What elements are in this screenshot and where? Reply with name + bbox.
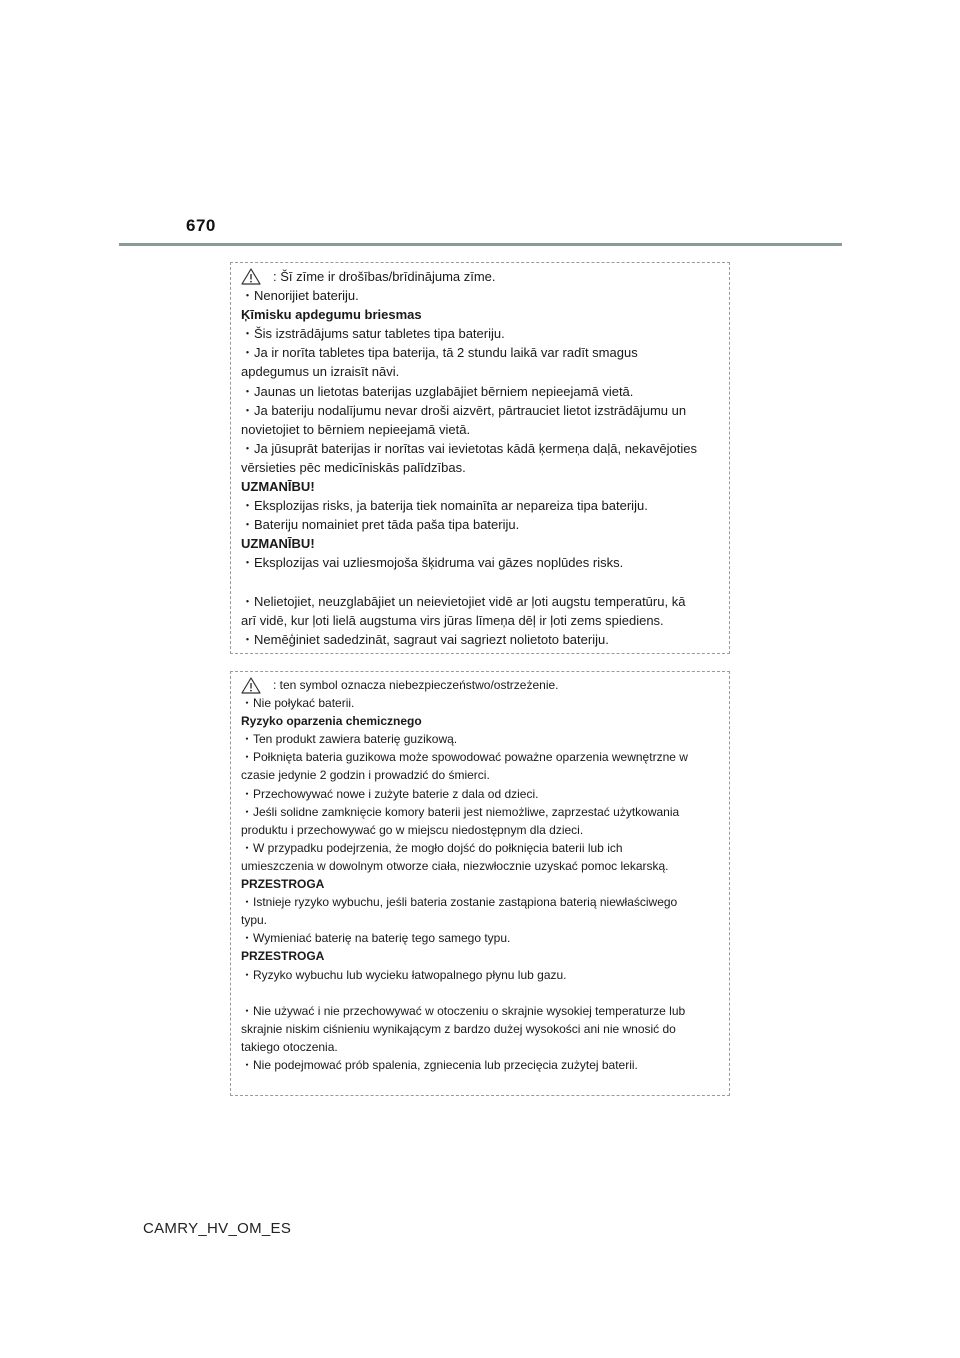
polish-text-line: ・Nie używać i nie przechowywać w otoczeniu o skrajnie wysokiej temperaturze lub bbox=[241, 1003, 686, 1018]
polish-text-line: takiego otoczenia. bbox=[241, 1039, 338, 1054]
latvian-text-line: novietojiet to bērniem nepieejamā vietā. bbox=[241, 421, 471, 437]
latvian-text-line: ・Ja jūsuprāt baterijas ir norītas vai ievietotas kādā ķermeņa daļā, nekavējoties bbox=[241, 440, 697, 456]
polish-text-line: czasie jedynie 2 godzin i prowadzić do śmierci. bbox=[241, 768, 490, 783]
latvian-text-line: ・Eksplozijas risks, ja baterija tiek nomainīta ar nepareiza tipa bateriju. bbox=[241, 498, 648, 514]
polish-text-line: ・Przechowywać nowe i zużyte baterie z dala od dzieci. bbox=[241, 786, 539, 801]
polish-text-line: produktu i przechowywać go w miejscu niedostępnym dla dzieci. bbox=[241, 822, 584, 837]
latvian-section-heading: Ķīmisku apdegumu briesmas bbox=[241, 307, 422, 323]
latvian-text-line: arī vidē, kur ļoti lielā augstuma virs jūras līmeņa dēļ ir ļoti zems spiediens. bbox=[241, 612, 664, 628]
warning-triangle-icon bbox=[241, 268, 261, 285]
page-number: 670 bbox=[186, 216, 216, 235]
latvian-text-line: ・Nelietojiet, neuzglabājiet un neievietojiet vidē ar ļoti augstu temperatūru, kā bbox=[241, 593, 686, 609]
polish-section-heading: PRZESTROGA bbox=[241, 877, 325, 892]
latvian-section-heading: UZMANĪBU! bbox=[241, 536, 315, 552]
latvian-section-heading: UZMANĪBU! bbox=[241, 479, 315, 495]
polish-text-line: ・Ryzyko wybuchu lub wycieku łatwopalnego płynu lub gazu. bbox=[241, 967, 567, 982]
latvian-notice-box bbox=[230, 262, 730, 654]
latvian-text-line: ・Eksplozijas vai uzliesmojoša šķidruma vai gāzes noplūdes risks. bbox=[241, 555, 624, 571]
latvian-text-line: ・Šis izstrādājums satur tabletes tipa bateriju. bbox=[241, 326, 505, 342]
polish-text-line: ・W przypadku podejrzenia, że mogło dojść do połknięcia baterii lub ich bbox=[241, 840, 623, 855]
latvian-text-line: ・Nemēģiniet sadedzināt, sagraut vai sagriezt nolietoto bateriju. bbox=[241, 631, 609, 647]
latvian-text-line: ・Nenorijiet bateriju. bbox=[241, 288, 359, 304]
polish-notice-box bbox=[230, 671, 730, 1096]
latvian-warning-line bbox=[241, 267, 719, 286]
polish-text-line: ・Ten produkt zawiera baterię guzikową. bbox=[241, 732, 458, 747]
latvian-spacer bbox=[241, 573, 719, 592]
latvian-text-line: ・Ja ir norīta tabletes tipa baterija, tā 2 stundu laikā var radīt smagus bbox=[241, 345, 638, 361]
polish-text-line: ・Jeśli solidne zamknięcie komory baterii jest niemożliwe, zaprzestać użytkowania bbox=[241, 804, 680, 819]
polish-text-line: ・Nie połykać baterii. bbox=[241, 696, 355, 711]
polish-text-line: skrajnie niskim ciśnieniu wynikającym z bardzo dużej wysokości ani nie wnosić do bbox=[241, 1021, 676, 1036]
latvian-text-line: vērsieties pēc medicīniskās palīdzības. bbox=[241, 459, 466, 475]
polish-text-line: umieszczenia w dowolnym otworze ciała, niezwłocznie uzyskać pomoc lekarską. bbox=[241, 858, 669, 873]
polish-warning-text: : ten symbol oznacza niebezpieczeństwo/ostrzeżenie. bbox=[273, 678, 559, 692]
polish-section-heading: PRZESTROGA bbox=[241, 949, 325, 964]
polish-text-line: typu. bbox=[241, 913, 268, 928]
warning-triangle-icon bbox=[241, 677, 261, 694]
polish-text-line: ・Połknięta bateria guzikowa może spowodować poważne oparzenia wewnętrzne w bbox=[241, 750, 688, 765]
header-rule bbox=[119, 243, 842, 246]
footer-document-code: CAMRY_HV_OM_ES bbox=[143, 1220, 292, 1237]
polish-text-line: ・Nie podejmować prób spalenia, zgniecenia lub przecięcia zużytej baterii. bbox=[241, 1057, 638, 1072]
polish-text-line: ・Istnieje ryzyko wybuchu, jeśli bateria zostanie zastąpiona baterią niewłaściwego bbox=[241, 895, 678, 910]
polish-spacer bbox=[241, 984, 719, 1002]
polish-warning-line bbox=[241, 676, 719, 694]
latvian-text-line: ・Bateriju nomainiet pret tāda paša tipa bateriju. bbox=[241, 517, 520, 533]
polish-text-line: ・Wymieniać baterię na baterię tego samego typu. bbox=[241, 931, 511, 946]
polish-lines bbox=[241, 694, 719, 1074]
latvian-text-line: ・Jaunas un lietotas baterijas uzglabājiet bērniem nepieejamā vietā. bbox=[241, 383, 634, 399]
latvian-lines bbox=[241, 286, 719, 649]
latvian-text-line: ・Ja bateriju nodalījumu nevar droši aizvērt, pārtrauciet lietot izstrādājumu un bbox=[241, 402, 687, 418]
latvian-text-line: apdegumus un izraisīt nāvi. bbox=[241, 364, 400, 380]
polish-section-heading: Ryzyko oparzenia chemicznego bbox=[241, 714, 422, 729]
latvian-warning-text: : Šī zīme ir drošības/brīdinājuma zīme. bbox=[273, 269, 496, 284]
